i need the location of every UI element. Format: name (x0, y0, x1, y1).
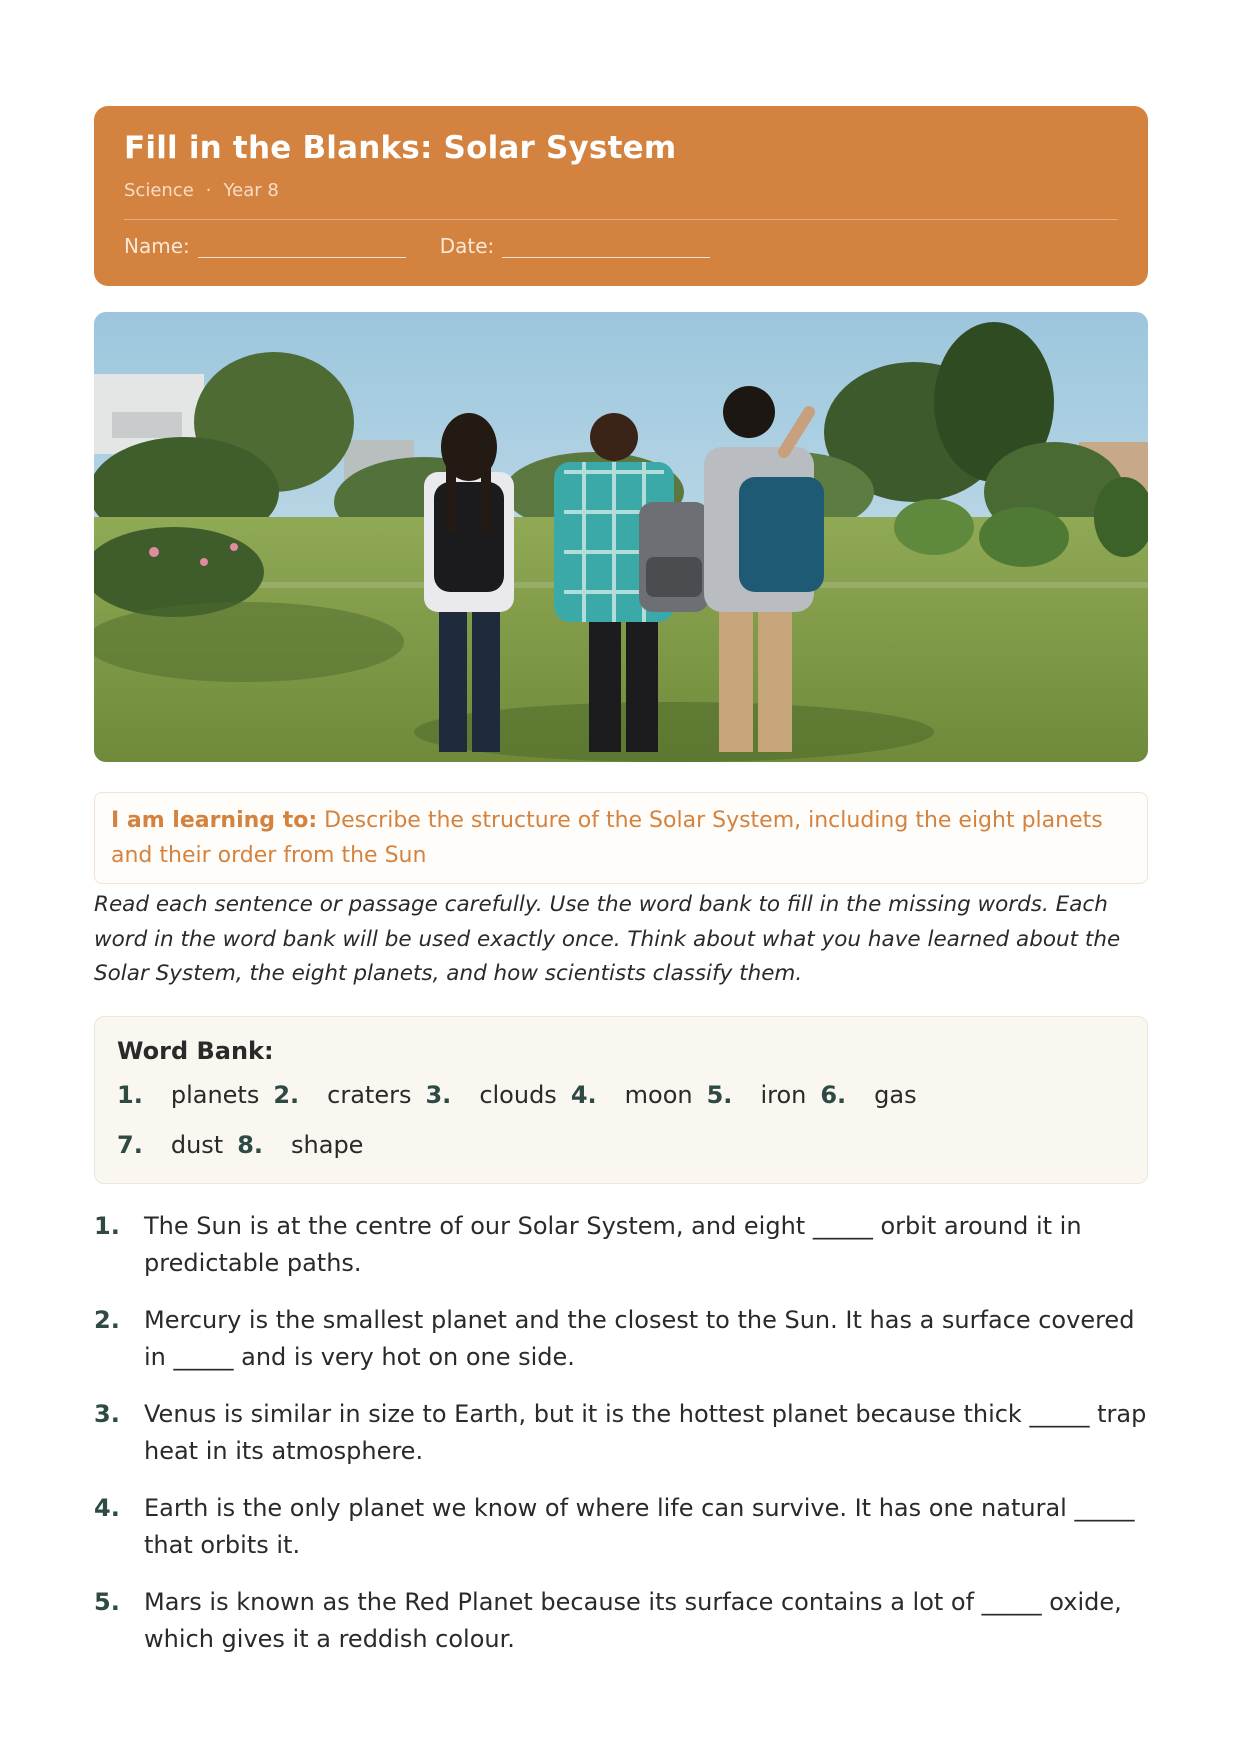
word: clouds (479, 1080, 557, 1109)
header-banner (94, 106, 1148, 286)
word-number: 7. (117, 1130, 143, 1159)
word-number: 6. (820, 1080, 847, 1109)
subject-meta (124, 180, 1118, 201)
question-number: 3. (94, 1399, 120, 1428)
word: planets (170, 1080, 260, 1109)
subject-label: Science (124, 180, 194, 201)
word: gas (874, 1080, 917, 1109)
question-item (94, 1396, 1148, 1470)
question-number: 1. (94, 1211, 120, 1240)
word-bank-item (117, 1077, 259, 1113)
question-number: 5. (94, 1587, 120, 1616)
name-field[interactable] (124, 234, 406, 258)
date-field[interactable] (440, 234, 711, 258)
question-number: 4. (94, 1493, 120, 1522)
question-item (94, 1302, 1148, 1376)
question-text: Mercury is the smallest planet and the closest to the Sun. It has a surface covered in _____ and is very hot on one side. (144, 1305, 1135, 1371)
word: moon (624, 1080, 693, 1109)
learning-text: Describe the structure of the Solar System, including the eight planets and their order from the Sun (111, 808, 1103, 868)
word: iron (760, 1080, 807, 1109)
learning-intention (94, 792, 1148, 884)
question-text: Venus is similar in size to Earth, but it is the hottest planet because thick _____ trap heat in its atmosphere. (144, 1399, 1147, 1465)
name-line[interactable] (198, 238, 406, 258)
date-label: Date: (439, 234, 495, 258)
word-bank-item (117, 1127, 223, 1163)
question-text: The Sun is at the centre of our Solar System, and eight _____ orbit around it in predictable paths. (144, 1211, 1082, 1277)
learning-label: I am learning to: (111, 808, 318, 833)
students-walking-photo (94, 312, 1148, 762)
word-number: 5. (706, 1080, 733, 1109)
word-bank (94, 1016, 1148, 1184)
question-item (94, 1490, 1148, 1564)
question-text: Mars is known as the Red Planet because its surface contains a lot of _____ oxide, which gives it a reddish colour. (144, 1587, 1122, 1653)
worksheet-page (94, 106, 1148, 1678)
word-bank-list (117, 1077, 1017, 1163)
date-line[interactable] (502, 238, 710, 258)
header-divider (124, 219, 1118, 220)
question-item (94, 1584, 1148, 1658)
question-item (94, 1208, 1148, 1282)
word-bank-item (425, 1077, 556, 1113)
word-bank-item (707, 1077, 807, 1113)
question-text: Earth is the only planet we know of where life can survive. It has one natural _____ that orbits it. (144, 1493, 1135, 1559)
question-number: 2. (94, 1305, 120, 1334)
word: craters (327, 1080, 412, 1109)
student-fields (124, 234, 1118, 258)
word-number: 2. (273, 1080, 300, 1109)
word-bank-item (571, 1077, 693, 1113)
word-number: 1. (117, 1080, 143, 1109)
word: dust (170, 1130, 224, 1159)
question-list (94, 1208, 1148, 1658)
word: shape (291, 1130, 364, 1159)
word-bank-title: Word Bank: (117, 1036, 274, 1065)
meta-separator: · (205, 180, 212, 201)
word-number: 8. (237, 1130, 264, 1159)
name-label: Name: (124, 234, 190, 258)
word-bank-item (273, 1077, 411, 1113)
word-bank-item (820, 1077, 916, 1113)
word-number: 4. (570, 1080, 597, 1109)
word-bank-item (237, 1127, 363, 1163)
word-number: 3. (425, 1080, 452, 1109)
page-title: Fill in the Blanks: Solar System (124, 130, 677, 166)
instructions: Read each sentence or passage carefully. Use the word bank to fill in the missing words. Each word in the word bank will be used exactly once. Think about what you have learned about the Solar System, the eight planets, and how scientists classify them. (94, 892, 1121, 986)
year-label: Year 8 (223, 180, 279, 201)
